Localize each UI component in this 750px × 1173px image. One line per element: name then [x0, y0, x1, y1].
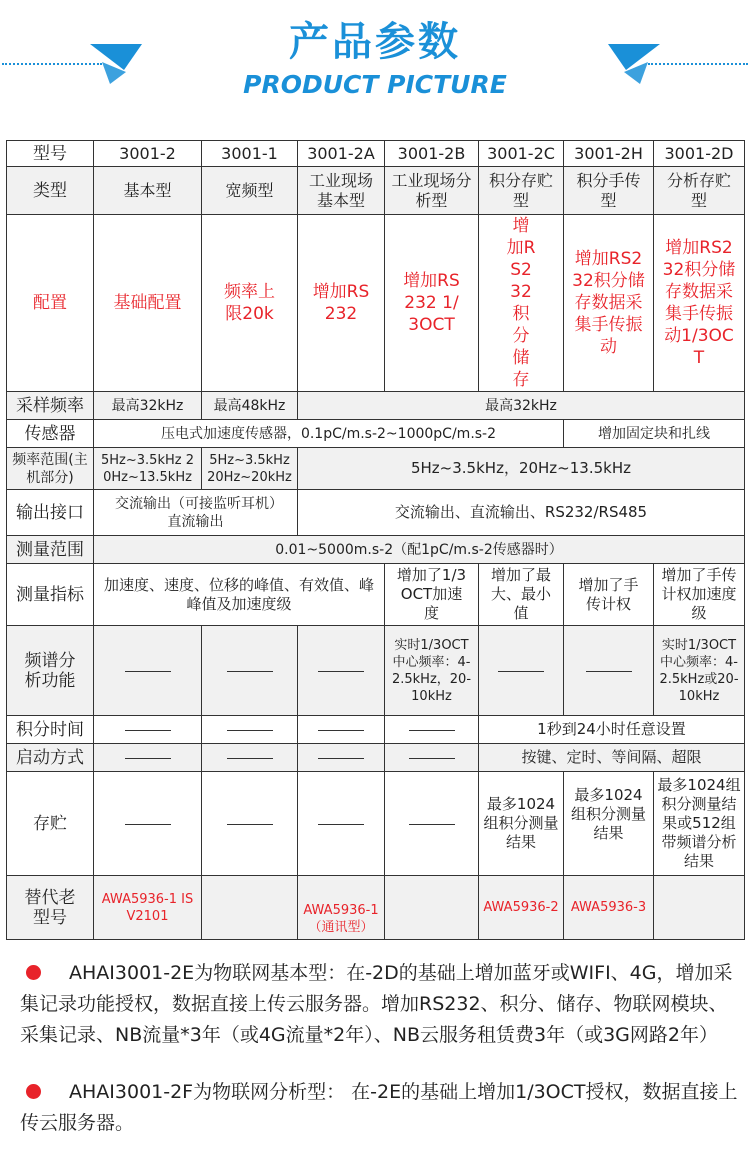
sensor-cell: 压电式加速度传感器，0.1pC/m.s-2~1000pC/m.s-2 — [94, 420, 564, 448]
storage-cell — [385, 772, 479, 876]
start-cell: 按键、定时、等间隔、超限 — [479, 744, 745, 772]
spectrum-cell — [298, 626, 385, 716]
start-cell — [94, 744, 202, 772]
storage-cell — [94, 772, 202, 876]
config-cell: 基础配置 — [94, 215, 202, 392]
config-cell: 增加RS232积分储存 — [479, 215, 564, 392]
output-cell: 交流输出（可接监听耳机）直流输出 — [94, 490, 298, 536]
table-row-sampling — [7, 392, 745, 420]
sensor-cell: 增加固定块和扎线 — [564, 420, 745, 448]
frequency-cell: 5Hz~3.5kHz 20Hz~13.5kHz — [94, 448, 202, 490]
model-cell: 3001-2A — [298, 141, 385, 167]
row-header-sampling: 采样频率 — [7, 392, 94, 420]
replace-cell — [385, 876, 479, 940]
table-row-range — [7, 536, 745, 564]
notes-section — [20, 958, 738, 1165]
indicator-cell: 增加了手传计权 — [564, 564, 654, 626]
page-title: 产品参数 — [289, 19, 461, 65]
table-row-indicator — [7, 564, 745, 626]
output-cell: 交流输出、直流输出、RS232/RS485 — [298, 490, 745, 536]
type-cell: 分析存贮型 — [654, 167, 745, 215]
table-row-output — [7, 490, 745, 536]
indicator-cell: 加速度、速度、位移的峰值、有效值、峰峰值及加速度级 — [94, 564, 385, 626]
empty-dash — [318, 824, 364, 825]
storage-cell: 最多1024组积分测量结果 — [479, 772, 564, 876]
sampling-cell: 最高32kHz — [298, 392, 745, 420]
row-header-output: 输出接口 — [7, 490, 94, 536]
storage-cell — [298, 772, 385, 876]
table-row-model — [7, 141, 745, 167]
model-cell: 3001-1 — [202, 141, 298, 167]
config-cell: 增加RS232 — [298, 215, 385, 392]
row-header-integral: 积分时间 — [7, 716, 94, 744]
config-cell: 增加RS232积分储存数据采集手传振动1/3OCT — [654, 215, 745, 392]
empty-dash — [586, 671, 632, 672]
row-header-frequency: 频率范围(主机部分) — [7, 448, 94, 490]
empty-dash — [498, 671, 544, 672]
note-2e — [20, 958, 738, 1051]
start-cell — [202, 744, 298, 772]
config-cell: 增加RS232 1/3OCT — [385, 215, 479, 392]
row-header-spectrum: 频谱分析功能 — [7, 626, 94, 716]
note-2f — [20, 1077, 738, 1139]
row-header-type: 类型 — [7, 167, 94, 215]
frequency-cell: 5Hz~3.5kHz，20Hz~13.5kHz — [298, 448, 745, 490]
type-cell: 积分存贮型 — [479, 167, 564, 215]
red-bullet-icon — [26, 1084, 41, 1099]
spectrum-cell — [202, 626, 298, 716]
table-row-storage — [7, 772, 745, 876]
table-row-type — [7, 167, 745, 215]
row-header-model: 型号 — [7, 141, 94, 167]
replace-cell — [654, 876, 745, 940]
config-cell: 频率上限20k — [202, 215, 298, 392]
replace-cell: AWA5936-1 ISV2101 — [94, 876, 202, 940]
type-cell: 基本型 — [94, 167, 202, 215]
row-header-range: 测量范围 — [7, 536, 94, 564]
row-header-replace: 替代老型号 — [7, 876, 94, 940]
range-cell: 0.01~5000m.s-2（配1pC/m.s-2传感器时） — [94, 536, 745, 564]
model-cell: 3001-2D — [654, 141, 745, 167]
spectrum-cell — [479, 626, 564, 716]
indicator-cell: 增加了1/3 OCT加速度 — [385, 564, 479, 626]
replace-cell: AWA5936-1（通讯型） — [298, 876, 385, 940]
spec-table — [6, 140, 745, 940]
type-cell: 宽频型 — [202, 167, 298, 215]
empty-dash — [318, 671, 364, 672]
integral-cell — [202, 716, 298, 744]
spectrum-cell: 实时1/3OCT中心频率：4-2.5kHz，20-10kHz — [385, 626, 479, 716]
replace-cell: AWA5936-3 — [564, 876, 654, 940]
table-row-frequency — [7, 448, 745, 490]
storage-cell: 最多1024组积分测量结果或512组带频谱分析结果 — [654, 772, 745, 876]
table-row-integral — [7, 716, 745, 744]
frequency-cell: 5Hz~3.5kHz 20Hz~20kHz — [202, 448, 298, 490]
empty-dash — [227, 730, 273, 731]
table-row-replace — [7, 876, 745, 940]
sampling-cell: 最高48kHz — [202, 392, 298, 420]
empty-dash — [227, 824, 273, 825]
spectrum-cell — [94, 626, 202, 716]
page-header — [0, 0, 750, 130]
empty-dash — [125, 824, 171, 825]
empty-dash — [409, 824, 455, 825]
sampling-cell: 最高32kHz — [94, 392, 202, 420]
storage-cell: 最多1024组积分测量结果 — [564, 772, 654, 876]
empty-dash — [125, 730, 171, 731]
empty-dash — [318, 758, 364, 759]
model-cell: 3001-2B — [385, 141, 479, 167]
empty-dash — [227, 758, 273, 759]
integral-cell — [385, 716, 479, 744]
start-cell — [385, 744, 479, 772]
start-cell — [298, 744, 385, 772]
empty-dash — [409, 758, 455, 759]
config-cell: 增加RS232积分储存数据采集手传振动 — [564, 215, 654, 392]
type-cell: 积分手传型 — [564, 167, 654, 215]
type-cell: 工业现场分析型 — [385, 167, 479, 215]
row-header-sensor: 传感器 — [7, 420, 94, 448]
model-cell: 3001-2H — [564, 141, 654, 167]
row-header-start: 启动方式 — [7, 744, 94, 772]
table-row-sensor — [7, 420, 745, 448]
empty-dash — [125, 671, 171, 672]
indicator-cell: 增加了手传计权加速度级 — [654, 564, 745, 626]
table-row-config — [7, 215, 745, 392]
empty-dash — [125, 758, 171, 759]
table-row-spectrum — [7, 626, 745, 716]
model-cell: 3001-2 — [94, 141, 202, 167]
empty-dash — [318, 730, 364, 731]
empty-dash — [409, 730, 455, 731]
integral-cell — [298, 716, 385, 744]
page-subtitle: PRODUCT PICTURE — [243, 70, 507, 99]
type-cell: 工业现场基本型 — [298, 167, 385, 215]
row-header-config: 配置 — [7, 215, 94, 392]
row-header-indicator: 测量指标 — [7, 564, 94, 626]
note-text: AHAI3001-2E为物联网基本型：在-2D的基础上增加蓝牙或WIFI、4G，增加采集记录功能授权，数据直接上传云服务器。增加RS232、积分、储存、物联网模块、采集记录、NB流量*3年（或4G流量*2年）、NB云服务租赁费3年（或3G网路2年） — [20, 962, 733, 1046]
spectrum-cell — [564, 626, 654, 716]
row-header-storage: 存贮 — [7, 772, 94, 876]
integral-cell — [94, 716, 202, 744]
replace-cell — [202, 876, 298, 940]
storage-cell — [202, 772, 298, 876]
integral-cell: 1秒到24小时任意设置 — [479, 716, 745, 744]
table-row-start — [7, 744, 745, 772]
replace-cell: AWA5936-2 — [479, 876, 564, 940]
spectrum-cell: 实时1/3OCT中心频率：4-2.5kHz或20-10kHz — [654, 626, 745, 716]
empty-dash — [227, 671, 273, 672]
indicator-cell: 增加了最大、最小值 — [479, 564, 564, 626]
note-text: AHAI3001-2F为物联网分析型： 在-2E的基础上增加1/3OCT授权，数据直接上传云服务器。 — [20, 1081, 738, 1134]
model-cell: 3001-2C — [479, 141, 564, 167]
red-bullet-icon — [26, 965, 41, 980]
